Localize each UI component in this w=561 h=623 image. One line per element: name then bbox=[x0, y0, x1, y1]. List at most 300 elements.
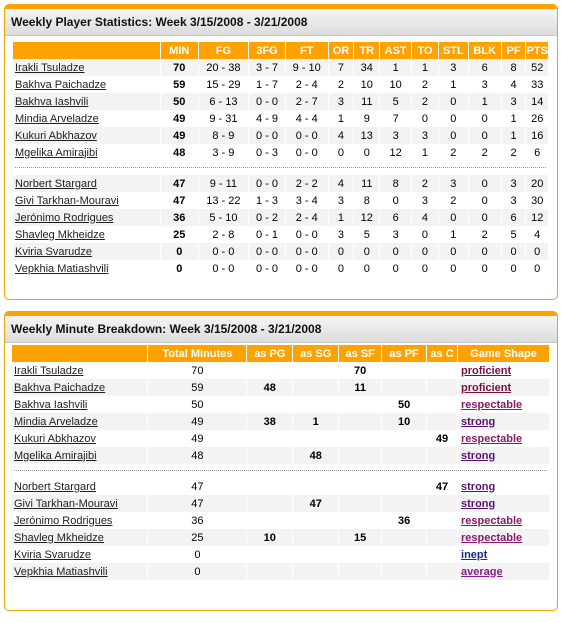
stat-cell: 0 bbox=[468, 127, 501, 144]
stats-column-header: OR bbox=[328, 42, 354, 59]
minutes-cell: 50 bbox=[382, 396, 427, 413]
stat-cell: 1 bbox=[501, 110, 526, 127]
stat-cell: 34 bbox=[354, 59, 380, 76]
minutes-cell bbox=[293, 529, 339, 546]
player-stats-header-row bbox=[13, 42, 549, 59]
game-shape-link[interactable]: respectable bbox=[458, 512, 550, 529]
minutes-cell: 0 bbox=[148, 546, 247, 563]
stat-cell: 0 bbox=[468, 175, 501, 192]
minutes-cell bbox=[247, 546, 293, 563]
player-name-link[interactable]: Givi Tarkhan-Mouravi bbox=[13, 192, 160, 209]
row-separator bbox=[12, 464, 550, 478]
minutes-cell bbox=[247, 495, 293, 512]
game-shape-link[interactable]: inept bbox=[458, 546, 550, 563]
game-shape-link[interactable]: strong bbox=[458, 478, 550, 495]
stats-column-header: FT bbox=[285, 42, 328, 59]
stat-cell: 6 - 13 bbox=[198, 93, 249, 110]
stat-cell: 0 bbox=[438, 110, 468, 127]
stat-cell: 0 bbox=[412, 243, 439, 260]
player-name-link[interactable]: Bakhva Iashvili bbox=[12, 396, 148, 413]
stat-cell: 1 - 7 bbox=[249, 76, 286, 93]
stat-cell: 0 bbox=[526, 260, 549, 277]
minutes-cell bbox=[427, 529, 458, 546]
player-name-link[interactable]: Shavleg Mkheidze bbox=[13, 226, 160, 243]
player-name-link[interactable]: Mgelika Amirajibi bbox=[12, 447, 148, 464]
stat-cell: 0 - 0 bbox=[249, 243, 286, 260]
player-name-link[interactable]: Shavleg Mkheidze bbox=[12, 529, 148, 546]
player-name-link[interactable]: Mgelika Amirajibi bbox=[13, 144, 160, 161]
minutes-row bbox=[12, 512, 550, 529]
minutes-cell: 1 bbox=[293, 413, 339, 430]
minutes-cell bbox=[293, 430, 339, 447]
minutes-row bbox=[12, 362, 550, 379]
stat-cell: 3 - 4 bbox=[285, 192, 328, 209]
player-name-link[interactable]: Norbert Stargard bbox=[13, 175, 160, 192]
stat-cell: 6 bbox=[468, 59, 501, 76]
minutes-cell bbox=[293, 478, 339, 495]
minute-breakdown-table bbox=[12, 345, 550, 580]
player-name-link[interactable]: Mindia Arveladze bbox=[13, 110, 160, 127]
minutes-cell bbox=[293, 563, 339, 580]
stat-cell: 0 bbox=[501, 260, 526, 277]
stat-cell: 8 bbox=[354, 192, 380, 209]
minutes-cell bbox=[427, 413, 458, 430]
minutes-cell: 59 bbox=[148, 379, 247, 396]
stat-cell: 20 bbox=[526, 175, 549, 192]
minutes-cell bbox=[427, 495, 458, 512]
stat-cell: 0 bbox=[380, 192, 412, 209]
stat-cell: 11 bbox=[354, 175, 380, 192]
stats-row bbox=[13, 110, 549, 127]
stats-row bbox=[13, 127, 549, 144]
minutes-cell: 50 bbox=[148, 396, 247, 413]
stat-cell: 0 bbox=[438, 93, 468, 110]
player-name-link[interactable]: Kviria Svarudze bbox=[12, 546, 148, 563]
minutes-cell bbox=[339, 396, 382, 413]
player-name-link[interactable]: Kviria Svarudze bbox=[13, 243, 160, 260]
stat-cell: 1 bbox=[468, 93, 501, 110]
minutes-cell bbox=[427, 396, 458, 413]
minutes-row bbox=[12, 529, 550, 546]
minutes-cell: 47 bbox=[148, 478, 247, 495]
stat-cell: 25 bbox=[160, 226, 198, 243]
stat-cell: 8 bbox=[501, 59, 526, 76]
stat-cell: 2 bbox=[412, 175, 439, 192]
minutes-cell bbox=[293, 379, 339, 396]
stat-cell: 5 - 10 bbox=[198, 209, 249, 226]
stat-cell: 1 bbox=[501, 127, 526, 144]
minutes-cell bbox=[339, 447, 382, 464]
minute-breakdown-panel bbox=[4, 311, 558, 611]
stat-cell: 2 bbox=[438, 192, 468, 209]
stat-cell: 5 bbox=[501, 226, 526, 243]
stat-cell: 0 bbox=[468, 192, 501, 209]
stat-cell: 0 bbox=[380, 260, 412, 277]
stat-cell: 48 bbox=[160, 144, 198, 161]
stats-row bbox=[13, 144, 549, 161]
stat-cell: 6 bbox=[380, 209, 412, 226]
stats-row bbox=[13, 192, 549, 209]
stat-cell: 0 bbox=[354, 260, 380, 277]
minutes-row bbox=[12, 413, 550, 430]
game-shape-link[interactable]: average bbox=[458, 563, 550, 580]
minutes-cell: 10 bbox=[382, 413, 427, 430]
minutes-row bbox=[12, 379, 550, 396]
player-name-link[interactable]: Givi Tarkhan-Mouravi bbox=[12, 495, 148, 512]
minutes-cell bbox=[293, 546, 339, 563]
player-name-link[interactable]: Kukuri Abkhazov bbox=[12, 430, 148, 447]
stat-cell: 3 bbox=[412, 192, 439, 209]
minutes-cell: 47 bbox=[427, 478, 458, 495]
stat-cell: 12 bbox=[354, 209, 380, 226]
stat-cell: 3 bbox=[380, 226, 412, 243]
player-column-header bbox=[13, 42, 160, 59]
minutes-cell bbox=[247, 362, 293, 379]
stat-cell: 0 bbox=[438, 243, 468, 260]
stat-cell: 4 bbox=[526, 226, 549, 243]
stat-cell: 3 bbox=[501, 175, 526, 192]
minutes-cell bbox=[427, 512, 458, 529]
stat-cell: 0 bbox=[526, 243, 549, 260]
minutes-cell bbox=[247, 447, 293, 464]
stats-column-header: BLK bbox=[468, 42, 501, 59]
minutes-row bbox=[12, 447, 550, 464]
stat-cell: 0 - 0 bbox=[285, 127, 328, 144]
stat-cell: 0 bbox=[328, 243, 354, 260]
player-name-link[interactable]: Irakli Tsuladze bbox=[13, 59, 160, 76]
stat-cell: 3 bbox=[468, 76, 501, 93]
stat-cell: 7 bbox=[380, 110, 412, 127]
stats-row bbox=[13, 59, 549, 76]
minutes-cell: 48 bbox=[293, 447, 339, 464]
minutes-cell bbox=[247, 512, 293, 529]
stat-cell: 49 bbox=[160, 110, 198, 127]
stat-cell: 2 bbox=[468, 226, 501, 243]
stat-cell: 4 - 4 bbox=[285, 110, 328, 127]
minutes-column-header: Total Minutes bbox=[148, 345, 247, 362]
stats-row bbox=[13, 226, 549, 243]
minutes-row bbox=[12, 478, 550, 495]
stat-cell: 47 bbox=[160, 192, 198, 209]
player-column-header bbox=[12, 345, 148, 362]
stat-cell: 0 bbox=[160, 260, 198, 277]
minutes-cell bbox=[247, 430, 293, 447]
dotted-divider bbox=[12, 464, 550, 478]
minutes-cell: 48 bbox=[247, 379, 293, 396]
player-name-link[interactable]: Vepkhia Matiashvili bbox=[12, 563, 148, 580]
stat-cell: 3 - 9 bbox=[198, 144, 249, 161]
stats-row bbox=[13, 76, 549, 93]
stat-cell: 0 - 0 bbox=[285, 144, 328, 161]
stat-cell: 5 bbox=[380, 93, 412, 110]
stat-cell: 3 - 7 bbox=[249, 59, 286, 76]
minutes-cell bbox=[293, 396, 339, 413]
minutes-cell: 47 bbox=[148, 495, 247, 512]
stats-row bbox=[13, 175, 549, 192]
stat-cell: 0 - 0 bbox=[285, 226, 328, 243]
stat-cell: 2 - 4 bbox=[285, 76, 328, 93]
stat-cell: 4 bbox=[412, 209, 439, 226]
minute-breakdown-title: Weekly Minute Breakdown: Week 3/15/2008 - 3/21/2008 bbox=[5, 316, 557, 343]
dotted-line bbox=[14, 470, 547, 472]
stat-cell: 4 bbox=[328, 175, 354, 192]
player-name-link[interactable]: Norbert Stargard bbox=[12, 478, 148, 495]
stat-cell: 3 bbox=[328, 93, 354, 110]
minutes-cell: 70 bbox=[339, 362, 382, 379]
minutes-cell bbox=[339, 495, 382, 512]
minutes-cell bbox=[247, 563, 293, 580]
minutes-row bbox=[12, 546, 550, 563]
stat-cell: 10 bbox=[354, 76, 380, 93]
minutes-cell: 70 bbox=[148, 362, 247, 379]
stat-cell: 3 bbox=[501, 192, 526, 209]
stat-cell: 0 bbox=[438, 209, 468, 226]
minutes-cell bbox=[382, 430, 427, 447]
stat-cell: 6 bbox=[526, 144, 549, 161]
stat-cell: 3 bbox=[412, 127, 439, 144]
stat-cell: 20 - 38 bbox=[198, 59, 249, 76]
stat-cell: 0 bbox=[354, 144, 380, 161]
minutes-row bbox=[12, 430, 550, 447]
stat-cell: 1 bbox=[380, 59, 412, 76]
stat-cell: 3 bbox=[501, 93, 526, 110]
minutes-column-header: as PG bbox=[247, 345, 293, 362]
minutes-cell bbox=[427, 379, 458, 396]
player-stats-panel bbox=[4, 4, 558, 300]
minutes-column-header: as SF bbox=[339, 345, 382, 362]
stat-cell: 9 bbox=[354, 110, 380, 127]
game-shape-link[interactable]: strong bbox=[458, 495, 550, 512]
minutes-row bbox=[12, 396, 550, 413]
minutes-cell: 25 bbox=[148, 529, 247, 546]
stats-row bbox=[13, 260, 549, 277]
stat-cell: 6 bbox=[501, 209, 526, 226]
stat-cell: 50 bbox=[160, 93, 198, 110]
stat-cell: 12 bbox=[526, 209, 549, 226]
player-name-link[interactable]: Mindia Arveladze bbox=[12, 413, 148, 430]
stat-cell: 13 bbox=[354, 127, 380, 144]
minutes-cell: 36 bbox=[382, 512, 427, 529]
minutes-cell bbox=[247, 478, 293, 495]
stat-cell: 0 bbox=[412, 226, 439, 243]
stat-cell: 0 bbox=[354, 243, 380, 260]
stat-cell: 30 bbox=[526, 192, 549, 209]
minutes-cell: 38 bbox=[247, 413, 293, 430]
stat-cell: 0 - 0 bbox=[249, 175, 286, 192]
stat-cell: 0 - 0 bbox=[249, 93, 286, 110]
stat-cell: 0 bbox=[328, 260, 354, 277]
stat-cell: 7 bbox=[328, 59, 354, 76]
player-stats-table bbox=[13, 42, 549, 277]
minutes-column-header: as C bbox=[427, 345, 458, 362]
stat-cell: 0 - 2 bbox=[249, 209, 286, 226]
stat-cell: 0 - 0 bbox=[285, 243, 328, 260]
stat-cell: 10 bbox=[380, 76, 412, 93]
stat-cell: 2 bbox=[328, 76, 354, 93]
stat-cell: 4 bbox=[501, 76, 526, 93]
minutes-cell: 10 bbox=[247, 529, 293, 546]
game-shape-link[interactable]: respectable bbox=[458, 529, 550, 546]
stat-cell: 1 bbox=[412, 144, 439, 161]
stat-cell: 0 bbox=[468, 110, 501, 127]
stat-cell: 1 bbox=[328, 209, 354, 226]
stat-cell: 33 bbox=[526, 76, 549, 93]
stats-column-header: TO bbox=[412, 42, 439, 59]
stat-cell: 14 bbox=[526, 93, 549, 110]
stats-row bbox=[13, 209, 549, 226]
stat-cell: 0 bbox=[412, 260, 439, 277]
stat-cell: 3 bbox=[380, 127, 412, 144]
stat-cell: 15 - 29 bbox=[198, 76, 249, 93]
game-shape-link[interactable]: proficient bbox=[458, 362, 550, 379]
stat-cell: 0 bbox=[438, 127, 468, 144]
dotted-divider bbox=[13, 161, 549, 175]
stat-cell: 2 - 8 bbox=[198, 226, 249, 243]
player-name-link[interactable]: Vepkhia Matiashvili bbox=[13, 260, 160, 277]
minutes-column-header: as PF bbox=[382, 345, 427, 362]
stat-cell: 4 bbox=[328, 127, 354, 144]
stat-cell: 3 bbox=[438, 59, 468, 76]
stat-cell: 36 bbox=[160, 209, 198, 226]
minutes-cell bbox=[382, 362, 427, 379]
stat-cell: 0 bbox=[380, 243, 412, 260]
stat-cell: 1 bbox=[438, 76, 468, 93]
minutes-column-header: Game Shape bbox=[458, 345, 550, 362]
minute-breakdown-header-row bbox=[12, 345, 550, 362]
player-name-link[interactable]: Jerónimo Rodrigues bbox=[12, 512, 148, 529]
stat-cell: 0 bbox=[412, 110, 439, 127]
minutes-cell: 49 bbox=[427, 430, 458, 447]
stat-cell: 13 - 22 bbox=[198, 192, 249, 209]
stat-cell: 0 - 1 bbox=[249, 226, 286, 243]
stat-cell: 9 - 10 bbox=[285, 59, 328, 76]
minutes-cell bbox=[339, 478, 382, 495]
minutes-row bbox=[12, 563, 550, 580]
minutes-cell bbox=[339, 512, 382, 529]
minutes-cell bbox=[382, 379, 427, 396]
stat-cell: 1 bbox=[438, 226, 468, 243]
player-name-link[interactable]: Bakhva Paichadze bbox=[12, 379, 148, 396]
stat-cell: 8 - 9 bbox=[198, 127, 249, 144]
stats-row bbox=[13, 243, 549, 260]
player-name-link[interactable]: Kukuri Abkhazov bbox=[13, 127, 160, 144]
minutes-cell bbox=[293, 512, 339, 529]
stat-cell: 26 bbox=[526, 110, 549, 127]
minutes-cell bbox=[382, 447, 427, 464]
stat-cell: 70 bbox=[160, 59, 198, 76]
stat-cell: 9 - 31 bbox=[198, 110, 249, 127]
stat-cell: 3 bbox=[328, 192, 354, 209]
stat-cell: 0 bbox=[468, 260, 501, 277]
minutes-cell bbox=[382, 529, 427, 546]
stat-cell: 1 bbox=[412, 59, 439, 76]
stats-column-header: STL bbox=[438, 42, 468, 59]
player-name-link[interactable]: Bakhva Paichadze bbox=[13, 76, 160, 93]
stat-cell: 12 bbox=[380, 144, 412, 161]
player-name-link[interactable]: Bakhva Iashvili bbox=[13, 93, 160, 110]
minutes-row bbox=[12, 495, 550, 512]
stat-cell: 0 - 3 bbox=[249, 144, 286, 161]
stat-cell: 16 bbox=[526, 127, 549, 144]
player-stats-title: Weekly Player Statistics: Week 3/15/2008 - 3/21/2008 bbox=[5, 9, 557, 36]
minutes-column-header: as SG bbox=[293, 345, 339, 362]
stat-cell: 0 - 0 bbox=[249, 260, 286, 277]
stat-cell: 49 bbox=[160, 127, 198, 144]
stat-cell: 2 - 4 bbox=[285, 209, 328, 226]
stat-cell: 5 bbox=[354, 226, 380, 243]
minutes-cell: 47 bbox=[293, 495, 339, 512]
row-separator bbox=[13, 161, 549, 175]
minutes-cell bbox=[247, 396, 293, 413]
game-shape-link[interactable]: respectable bbox=[458, 430, 550, 447]
minutes-cell: 36 bbox=[148, 512, 247, 529]
stat-cell: 3 bbox=[328, 226, 354, 243]
minutes-cell bbox=[339, 563, 382, 580]
stats-column-header: AST bbox=[380, 42, 412, 59]
stat-cell: 52 bbox=[526, 59, 549, 76]
stat-cell: 47 bbox=[160, 175, 198, 192]
minutes-cell bbox=[382, 546, 427, 563]
stats-column-header: TR bbox=[354, 42, 380, 59]
stat-cell: 8 bbox=[380, 175, 412, 192]
stat-cell: 2 bbox=[468, 144, 501, 161]
stat-cell: 0 - 0 bbox=[249, 127, 286, 144]
minutes-cell: 49 bbox=[148, 413, 247, 430]
dotted-line bbox=[15, 167, 546, 169]
stat-cell: 0 bbox=[328, 144, 354, 161]
stat-cell: 2 bbox=[412, 93, 439, 110]
minutes-cell: 0 bbox=[148, 563, 247, 580]
stat-cell: 2 - 7 bbox=[285, 93, 328, 110]
minutes-cell bbox=[293, 362, 339, 379]
stats-row bbox=[13, 93, 549, 110]
game-shape-link[interactable]: proficient bbox=[458, 379, 550, 396]
minutes-cell bbox=[427, 563, 458, 580]
minutes-cell: 48 bbox=[148, 447, 247, 464]
game-shape-link[interactable]: strong bbox=[458, 413, 550, 430]
minutes-cell bbox=[339, 430, 382, 447]
stat-cell: 0 - 0 bbox=[285, 260, 328, 277]
stat-cell: 1 bbox=[328, 110, 354, 127]
stat-cell: 2 - 2 bbox=[285, 175, 328, 192]
stat-cell: 0 bbox=[438, 260, 468, 277]
stats-column-header: PTS bbox=[526, 42, 549, 59]
minutes-cell bbox=[427, 362, 458, 379]
minutes-cell bbox=[382, 478, 427, 495]
stat-cell: 0 - 0 bbox=[198, 260, 249, 277]
stat-cell: 4 - 9 bbox=[249, 110, 286, 127]
stats-column-header: FG bbox=[198, 42, 249, 59]
game-shape-link[interactable]: strong bbox=[458, 447, 550, 464]
stat-cell: 0 bbox=[501, 243, 526, 260]
minutes-cell bbox=[339, 413, 382, 430]
player-name-link[interactable]: Irakli Tsuladze bbox=[12, 362, 148, 379]
minutes-cell bbox=[339, 546, 382, 563]
stat-cell: 0 bbox=[468, 209, 501, 226]
stat-cell: 0 bbox=[160, 243, 198, 260]
stat-cell: 0 bbox=[468, 243, 501, 260]
stat-cell: 11 bbox=[354, 93, 380, 110]
minutes-cell: 49 bbox=[148, 430, 247, 447]
game-shape-link[interactable]: respectable bbox=[458, 396, 550, 413]
stats-column-header: PF bbox=[501, 42, 526, 59]
stat-cell: 3 bbox=[438, 175, 468, 192]
minutes-cell: 15 bbox=[339, 529, 382, 546]
player-name-link[interactable]: Jerónimo Rodrigues bbox=[13, 209, 160, 226]
stat-cell: 2 bbox=[501, 144, 526, 161]
stat-cell: 2 bbox=[438, 144, 468, 161]
stat-cell: 9 - 11 bbox=[198, 175, 249, 192]
